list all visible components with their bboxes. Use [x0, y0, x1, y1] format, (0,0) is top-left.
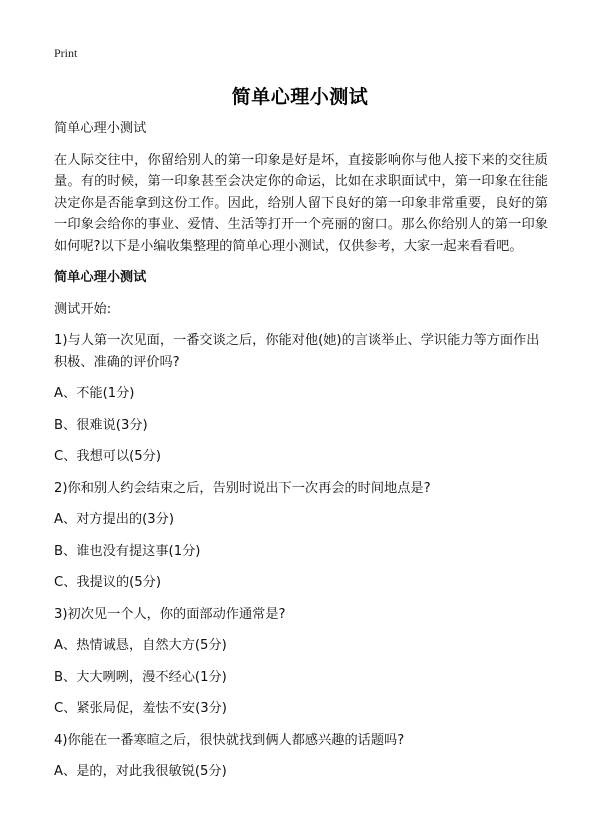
- question-4-option-a: A、是的，对此我很敏锐(5分): [54, 764, 227, 779]
- question-2-option-b: B、谁也没有提这事(1分): [54, 543, 201, 559]
- question-1-option-c: C、我想可以(5分): [54, 449, 162, 464]
- question-3-option-b: B、大大咧咧，漫不经心(1分): [54, 669, 227, 685]
- print-link[interactable]: Print: [54, 46, 78, 60]
- question-2: 2)你和别人约会结束之后，告别时说出下一次再会的时间地点是?: [54, 480, 431, 496]
- article-subtitle: 简单心理小测试: [54, 121, 147, 136]
- test-start-label: 测试开始:: [54, 301, 112, 317]
- question-2-option-c: C、我提议的(5分): [54, 575, 162, 590]
- article-body: [54, 118, 548, 793]
- intro-paragraph: 在人际交往中，你留给别人的第一印象是好是坏，直接影响你与他人接下来的交往质量。有的时候，第一印象甚至会决定你的命运，比如在求职面试中，第一印象在往能决定你是否能拿到这份工作。因此，给别人留下良好的第一印象非常重要，良好的第一印象会给你的事业、爱情、生活等打开一个亮丽的窗口。那么你给别人的第一印象如何呢?以下是小编收集整理的简单心理小测试，仅供参考，大家一起来看看吧。: [54, 152, 548, 254]
- question-4: 4)你能在一番寒暄之后，很快就找到俩人都感兴趣的话题吗?: [54, 732, 405, 748]
- question-3-option-a: A、热情诚恳，自然大方(5分): [54, 638, 227, 653]
- question-3: 3)初次见一个人，你的面部动作通常是?: [54, 606, 286, 622]
- question-1-option-a: A、不能(1分): [54, 386, 135, 401]
- page-title: 简单心理小测试: [231, 86, 369, 108]
- question-1-option-b: B、很难说(3分): [54, 417, 148, 433]
- question-3-option-c: C、紧张局促，羞怯不安(3分): [54, 701, 227, 716]
- question-1: 1)与人第一次见面，一番交谈之后，你能对他(她)的言谈举止、学识能力等方面作出积极、准确的评价吗?: [54, 333, 540, 370]
- question-2-option-a: A、对方提出的(3分): [54, 512, 175, 527]
- section-heading: 简单心理小测试: [54, 270, 147, 285]
